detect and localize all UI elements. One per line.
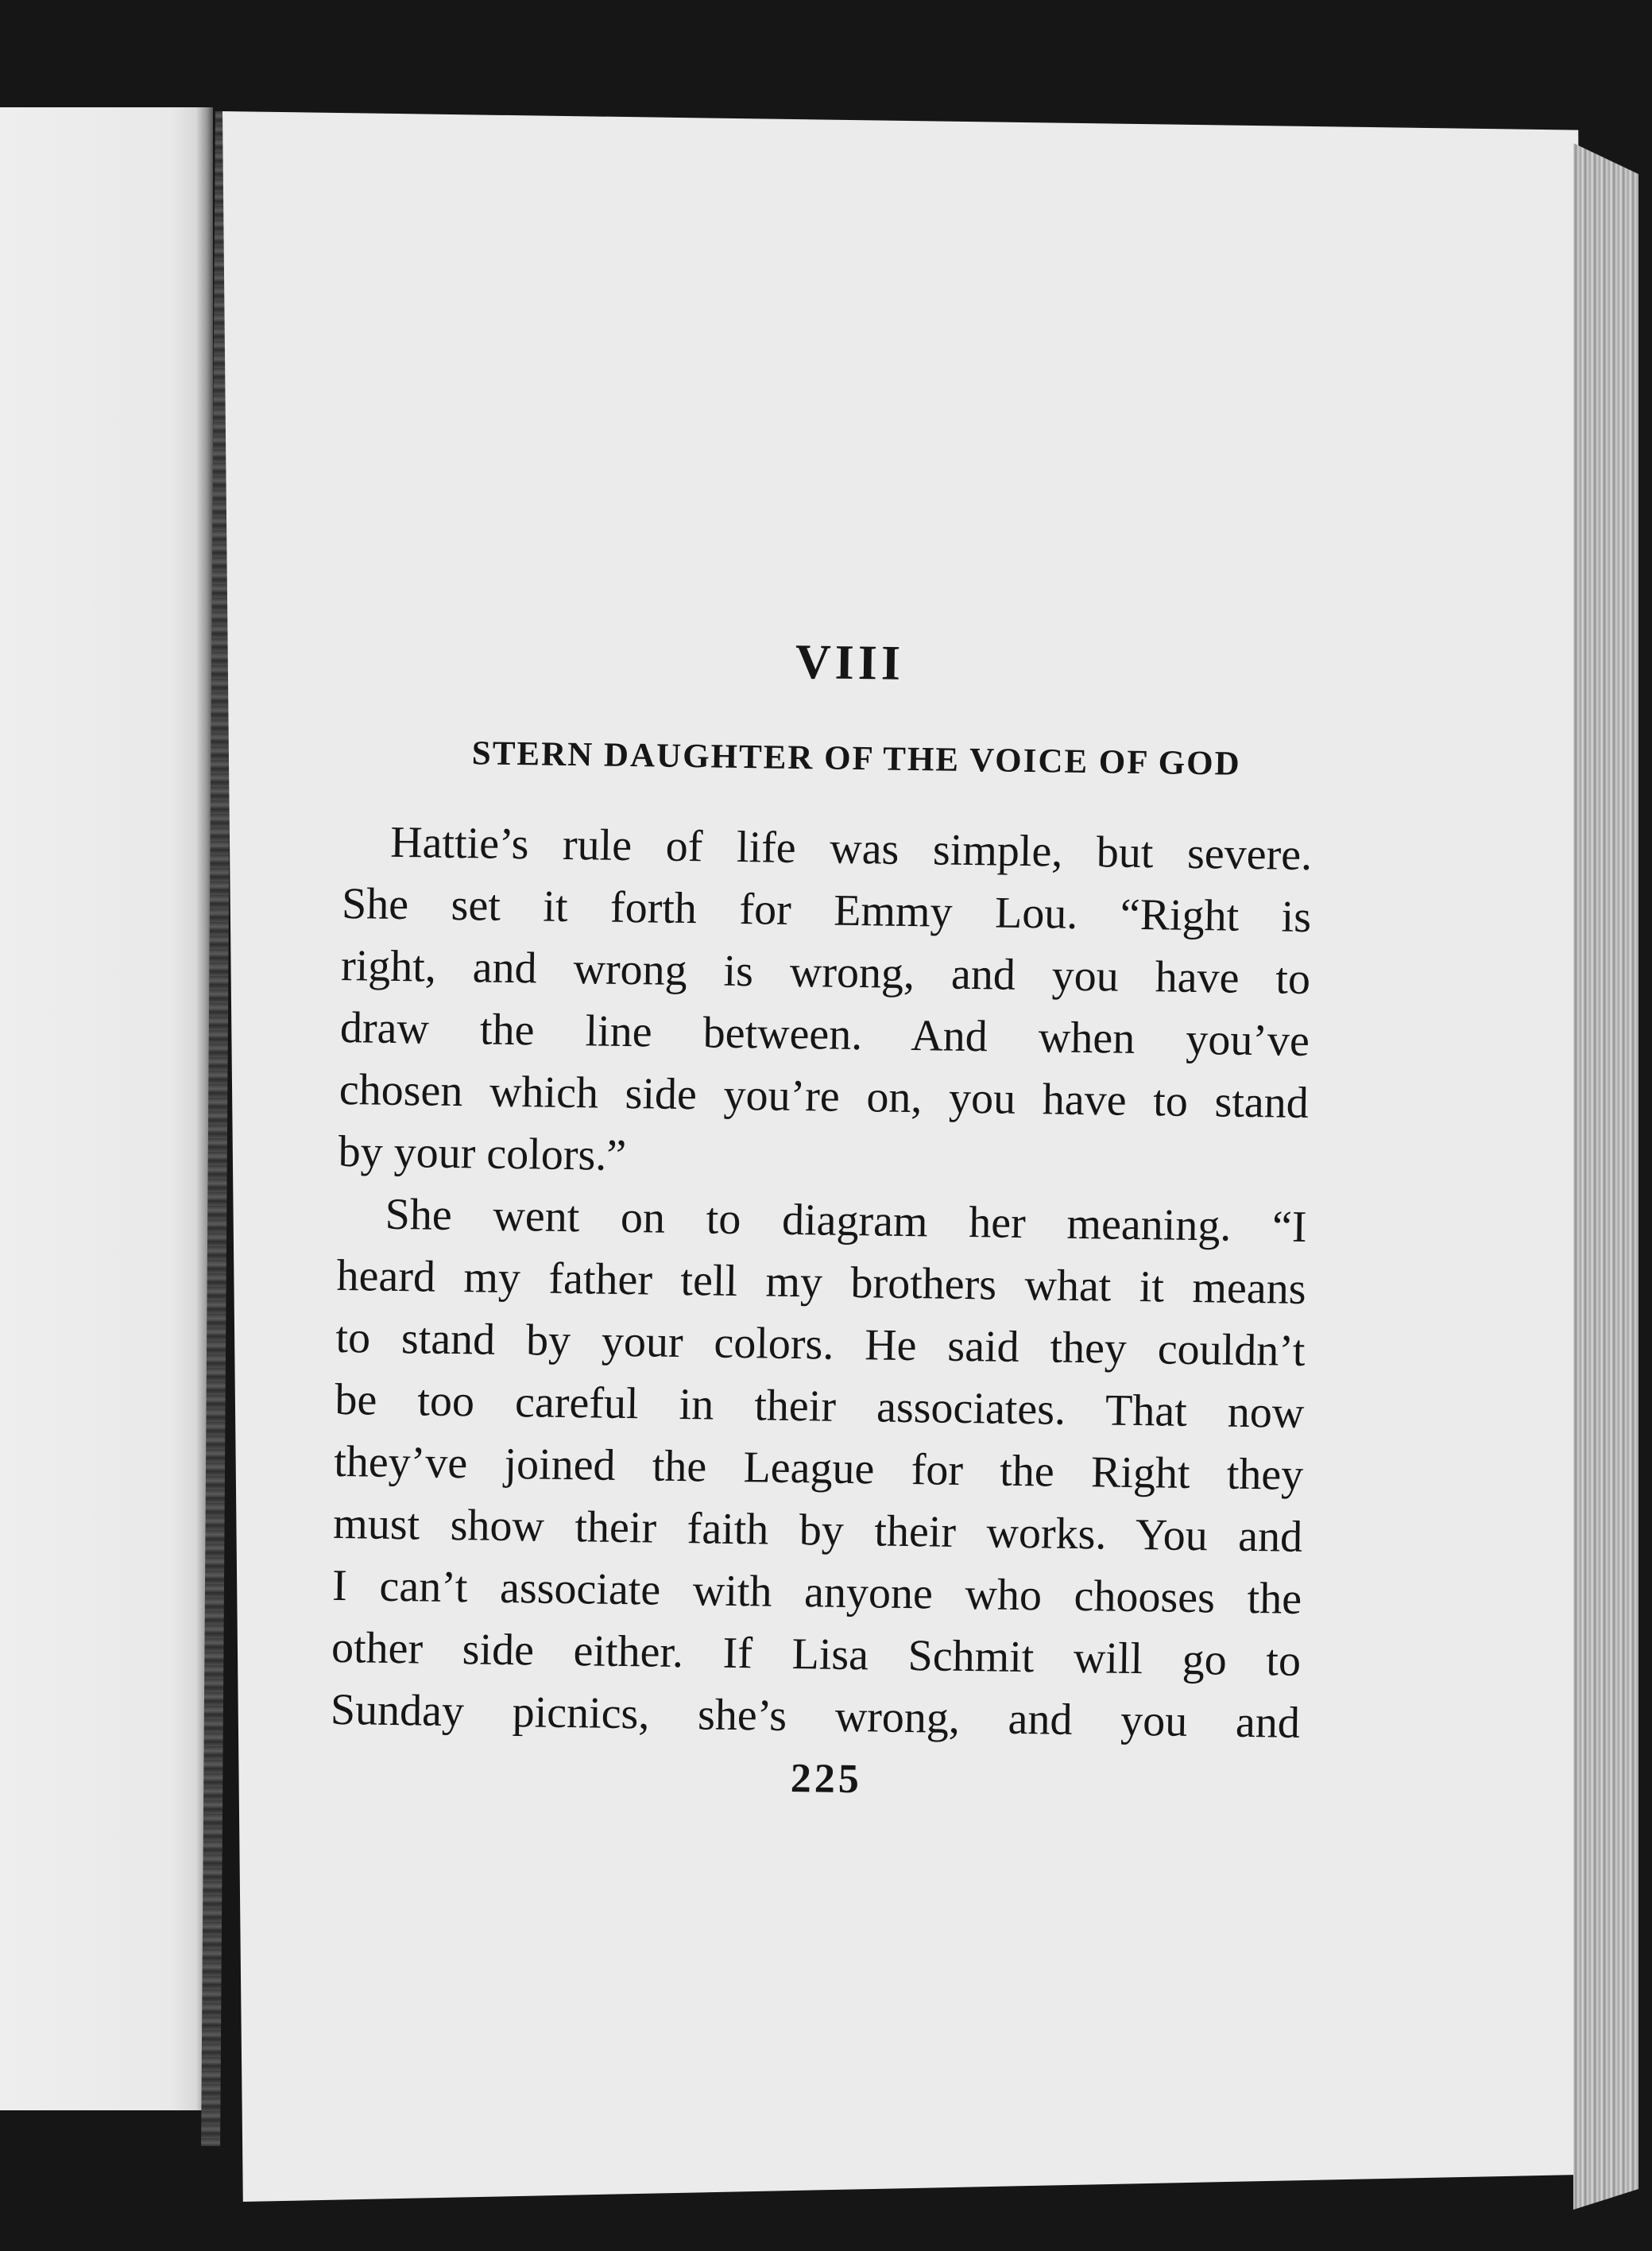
text-line: right, and wrong is wrong, and you have to	[340, 940, 1311, 1004]
page-number: 225	[790, 1755, 863, 1803]
text-line: be too careful in their associates. That now	[335, 1374, 1305, 1438]
paragraph-2	[330, 1183, 1307, 1754]
paragraph-1	[338, 811, 1312, 1196]
text-line: I can’t associate with anyone who chooses the	[331, 1560, 1302, 1624]
page-content	[329, 628, 1314, 1809]
text-line: draw the line between. And when you’ve	[339, 1002, 1310, 1066]
text-line: must show their faith by their works. You and	[332, 1498, 1303, 1562]
text-line: Sunday picnics, she’s wrong, and you and	[330, 1684, 1301, 1748]
text-line: Hattie’s rule of life was simple, but severe.	[389, 817, 1313, 881]
text-line: She went on to diagram her meaning. “I	[385, 1189, 1308, 1252]
chapter-title: STERN DAUGHTER OF THE VOICE OF GOD	[471, 734, 1242, 783]
text-line: by your colors.”	[338, 1126, 627, 1180]
chapter-number: VIII	[795, 634, 905, 691]
text-line: She set it forth for Emmy Lou. “Right is	[341, 878, 1312, 942]
text-line: chosen which side you’re on, you have to stand	[339, 1064, 1310, 1128]
text-line: heard my father tell my brothers what it means	[336, 1250, 1306, 1314]
book-fore-edge	[1573, 143, 1638, 2210]
text-line: they’ve joined the League for the Right they	[333, 1436, 1304, 1500]
text-line: other side either. If Lisa Schmit will go to	[331, 1622, 1302, 1686]
text-line: to stand by your colors. He said they couldn’t	[335, 1312, 1306, 1376]
previous-page-edge	[0, 107, 213, 2110]
